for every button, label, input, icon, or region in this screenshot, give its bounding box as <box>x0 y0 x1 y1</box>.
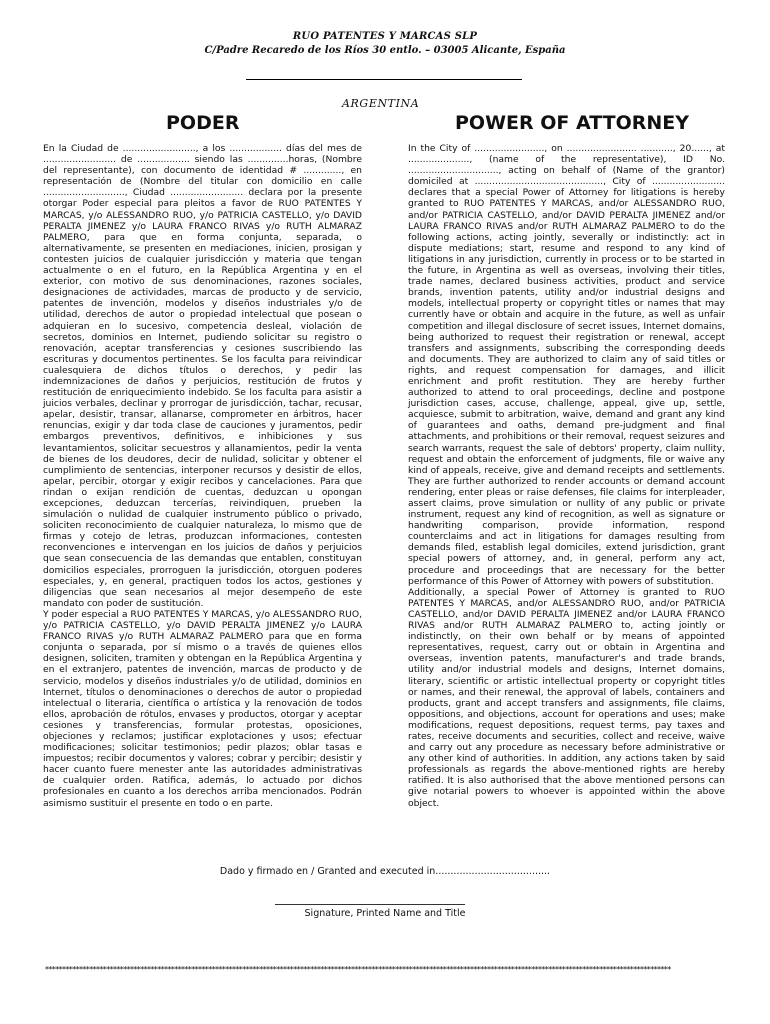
english-paragraph-1: In the City of ........................, on ........................ ..........., 20......, at ....................., (name of the representative), ID No. ..............................., acting on behalf of (Name of the grantor) domiciled at ............................................, City of ......................... declares that a special Power of Attorney for litigations is hereby granted to RUO PATENTES Y MARCAS, and/or ALESSANDRO RUO, and/or PATRICIA CASTELLO, and/or DAVID PERALTA JIMENEZ and/or LAURA FRANCO RIVAS and/or RUTH ALMARAZ PALMERO to do the following actions, acting jointly, severally or indistinctly: act in dispute mediations; start, resume and respond to any kind of litigations in any jurisdiction, currently in process or to be started in the future, in Argentina as well as overseas, involving their titles, trade names, declared business activities, product and service brands, invention patents, utility and/or industrial designs and models, intellectual property or copyright titles or names that may currently have or obtain and acquire in the future, as well as unfair competition and illegal disclosure of secret issues, Internet domains, being authorized to request their registration or renewal, accept transfers and assignments, subscribing the corresponding deeds and documents. They are authorized to claim any of said titles or rights, and request compensation for damages, and illicit enrichment and profit restitution. They are hereby further authorized to attend to oral proceedings, decline and postpone jurisdiction cases, accuse, challenge, appeal, give up, settle, acquiesce, submit to arbitration, waive, demand and grant any kind of guarantees and oaths, demand pre-judgment and final attachments, and prohibitions or their removal, request seizures and search warrants, request the sale of debtors' property, claim nullity, request and obtain the enforcement of judgments, file or waive any kind of appeals, receive, give and demand receipts and settlements. They are further authorized to render accounts or demand account rendering, enter pleas or raise defenses, file claims for interpleader, assert claims, prove simulation or nullity of any public or private instrument, request any kind of recognition, as well as signature or handwriting comparison, provide information, respond counterclaims and act in litigations for damages resulting from demands filed, establish legal domiciles, extend jurisdiction, grant special powers of attorney, and, in general, perform any act, procedure and proceedings that are necessary for the better performance of this Power of Attorney with powers of substitution. <box>408 143 725 587</box>
signature-label: Signature, Printed Name and Title <box>304 908 466 919</box>
footer-separator: **************************************************************************************************************************************************************************************** <box>45 965 671 974</box>
spanish-column <box>43 143 362 809</box>
title-english: POWER OF ATTORNEY <box>455 112 690 134</box>
title-spanish: PODER <box>166 112 240 134</box>
spanish-paragraph-2: Y poder especial a RUO PATENTES Y MARCAS, y/o ALESSANDRO RUO, y/o PATRICIA CASTELLO, y/o DAVID PERALTA JIMENEZ y/o LAURA FRANCO RIVAS y/o RUTH ALMARAZ PALMERO para que en forma conjunta o separada, por sí mismo o a través de quienes ellos designen, soliciten, tramiten y obtengan en la República Argentina y en el extranjero, patentes de invención, marcas de producto y de servicio, modelos y diseños industriales y/o de utilidad, dominios en Internet, títulos o denominaciones o derechos de autor o propiedad intelectual o literaria, científica o artística y la renovación de todos ellos, aprobación de rótulos, envases y productos, otorgar y aceptar cesiones y transferencias, formular protestas, oposiciones, objeciones y reclamos; justificar explotaciones y usos; efectuar modificaciones; solicitar testimonios; pedir plazos; oblar tasas e impuestos; recibir documentos y valores; cobrar y percibir; desistir y hacer cuanto fuere menester ante las autoridades administrativas de cualquier orden. Ratifica, además, lo actuado por dichos profesionales en cuanto a los derechos arriba mencionados. Podrán asimismo sustituir el presente en todo o en parte. <box>43 608 362 809</box>
english-paragraph-2: Additionally, a special Power of Attorney is granted to RUO PATENTES Y MARCAS, and/or ALESSANDRO RUO, and/or PATRICIA CASTELLO, and/or DAVID PERALTA JIMENEZ and/or LAURA FRANCO RIVAS and/or RUTH ALMARAZ PALMERO to, acting jointly or indistinctly, on their own behalf or by means of appointed representatives, request, carry out or obtain in Argentina and overseas, invention patents, manufacturer's and trade brands, utility and/or industrial models and designs, Internet domains, literary, scientific or artistic intellectual property or copyright titles or names, and their renewal, the approval of labels, containers and products, grant and accept transfers and assignments, file claims, oppositions, and objections, account for operations and uses; make modifications, request depositions, request terms, pay taxes and rates, receive documents and securities, collect and receive, waive and carry out any procedure as necessary before administrative or any other kind of authorities. In addition, any actions taken by said professionals as regards the above-mentioned rights are hereby ratified. It is also authorised that the above mentioned persons can give notarial powers to whoever is appointed within the above object. <box>408 586 725 809</box>
english-column <box>408 143 725 809</box>
header-divider <box>246 79 522 80</box>
company-address: C/Padre Recaredo de los Ríos 30 entlo. – 03005 Alicante, España <box>204 45 566 56</box>
country-label: ARGENTINA <box>342 97 420 110</box>
executed-line: Dado y firmado en / Granted and executed in...................................... <box>219 866 551 877</box>
company-name: RUO PATENTES Y MARCAS SLP <box>292 31 478 42</box>
spanish-paragraph-1: En la Ciudad de ........................., a los .................. días del mes de ......................... de .................. siendo las ..............horas, (Nombre del representante), con documento de identidad # ............., en representación de (Nombre del titular con domicilio en calle ............................, Ciudad ......................... declara por la presente otorgar Poder especial para pleitos a favor de RUO PATENTES Y MARCAS, y/o ALESSANDRO RUO, y/o PATRICIA CASTELLO, y/o DAVID PERALTA JIMENEZ y/o LAURA FRANCO RIVAS y/o RUTH ALMARAZ PALMERO, para que en forma conjunta, separada, o alternativamente, se presenten en mediaciones, inicien, prosigan y contesten juicios de cualquier jurisdicción y materia que tengan actualmente o en el futuro, en la República Argentina y en el exterior, con motivo de sus denominaciones, razones sociales, designaciones de actividades, marcas de producto y de servicio, patentes de invención, modelos y diseños industriales y/o de utilidad, derechos de autor o propiedad intelectual que posean o adquieran en lo sucesivo, competencia desleal, violación de secretos, dominios en Internet, pudiendo solicitar su registro o renovación, aceptar transferencias y cesiones suscribiendo las escrituras y documentos pertinentes. Se los faculta para reivindicar cualesquiera de dichos títulos o derechos, y pedir las indemnizaciones de daños y perjuicios, restitución de frutos y restitución de enriquecimiento indebido. Se los faculta para asistir a juicios verbales, declinar y prorrogar de jurisdicción, tachar, recusar, apelar, desistir, transar, allanarse, comprometer en árbitros, hacer renuncias, exigir y dar toda clase de cauciones y juramentos, pedir embargos preventivos, definitivos, e inhibiciones y sus levantamientos, solicitar secuestros y allanamientos, pedir la venta de bienes de los deudores, decir de nulidad, solicitar y obtener el cumplimiento de sentencias, interponer recursos y desistir de ellos, apelar, percibir, otorgar y exigir recibos y cancelaciones. Para que rindan o exijan rendición de cuentas, deduzcan u opongan excepciones, deduzcan tercerías, reivindiquen, prueben la simulación o nulidad de cualquier instrumento público o privado, soliciten reconocimiento de cualquier naturaleza, lo mismo que de firmas y cotejo de letras, produzcan informaciones, contesten reconvenciones e intervengan en los juicios de daños y perjuicios que sean consecuencia de las demandas que entablen, constituyan domicilios especiales, prorroguen la jurisdicción, otorguen poderes especiales, y, en general, practiquen todos los actos, gestiones y diligencias que sean necesarios al mejor desempeño de este mandato con poder de sustitución. <box>43 143 362 609</box>
signature-line <box>275 904 465 905</box>
